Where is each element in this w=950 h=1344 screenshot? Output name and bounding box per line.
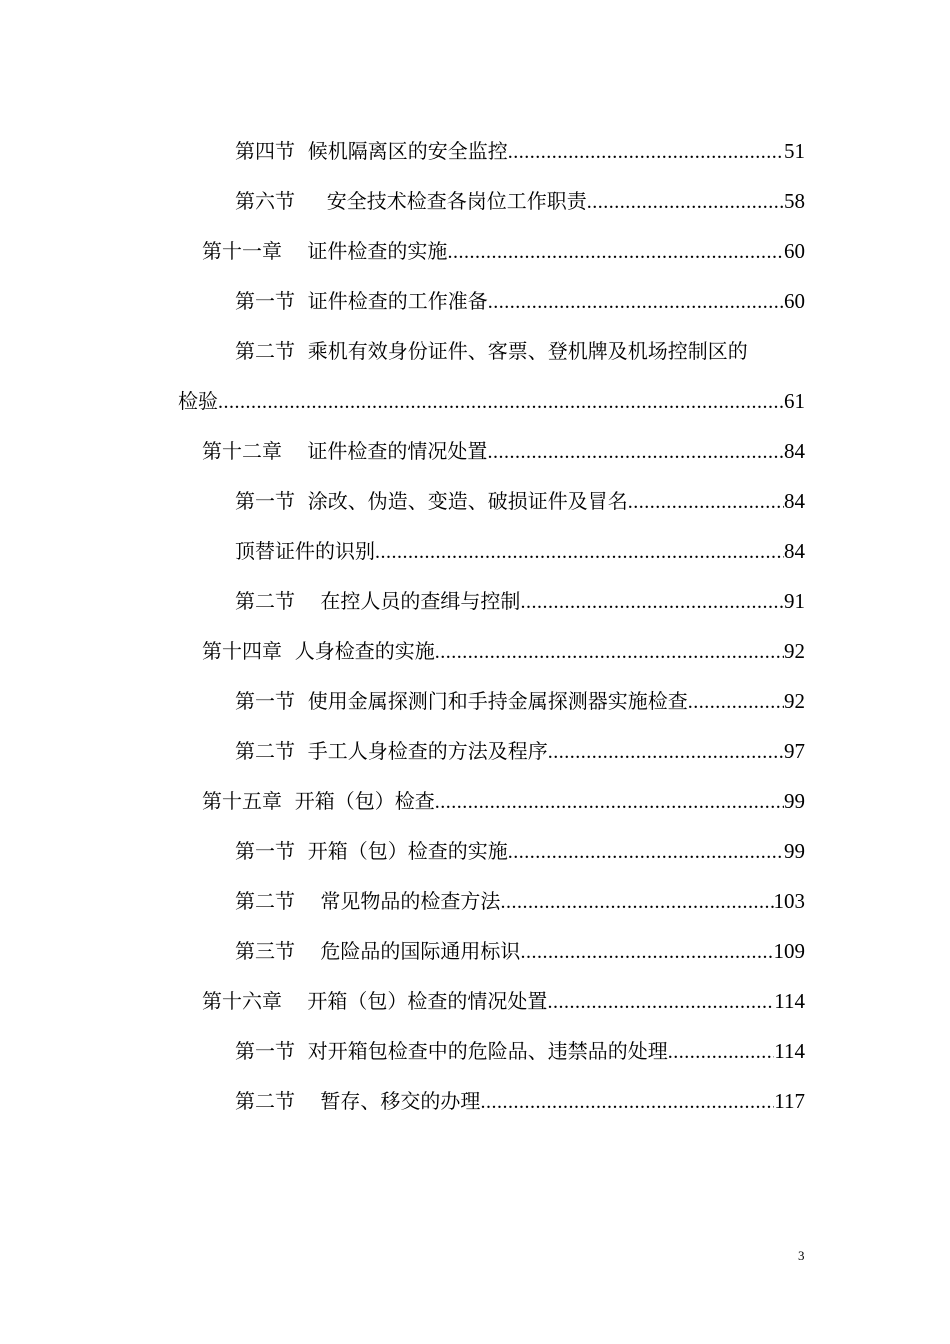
toc-entry bbox=[0, 381, 950, 421]
toc-entry-label: 第二节 暂存、移交的办理 bbox=[235, 1081, 480, 1121]
toc-entry bbox=[0, 631, 950, 671]
toc-entry-label: 第二节 乘机有效身份证件、客票、登机牌及机场控制区的 bbox=[235, 339, 748, 363]
toc-leader-dots bbox=[488, 282, 784, 322]
toc-leader-dots bbox=[668, 1032, 775, 1072]
toc-entry-label: 第十五章 开箱（包）检查 bbox=[202, 781, 435, 821]
toc-entry-page: 92 bbox=[784, 639, 805, 663]
toc-entry bbox=[0, 281, 950, 321]
toc-entry-page: 117 bbox=[774, 1089, 805, 1113]
toc-leader-dots bbox=[218, 382, 784, 422]
toc-leader-dots bbox=[435, 782, 784, 822]
toc-entry bbox=[0, 231, 950, 271]
toc-entry-page: 60 bbox=[784, 239, 805, 263]
toc-entry-page: 114 bbox=[774, 1039, 805, 1063]
toc-entry-page: 51 bbox=[784, 139, 805, 163]
toc-leader-dots bbox=[520, 582, 784, 622]
page-number: 3 bbox=[798, 1248, 805, 1263]
toc-leader-dots bbox=[447, 232, 784, 272]
toc-leader-dots bbox=[520, 932, 773, 972]
toc-entry-label: 第六节 安全技术检查各岗位工作职责 bbox=[235, 181, 587, 221]
toc-entry bbox=[0, 881, 950, 921]
toc-entry bbox=[0, 581, 950, 621]
toc-leader-dots bbox=[508, 832, 784, 872]
toc-entry-label: 第十六章 开箱（包）检查的情况处置 bbox=[202, 981, 547, 1021]
toc-leader-dots bbox=[375, 532, 784, 572]
toc-entry-page: 99 bbox=[784, 839, 805, 863]
toc-entry bbox=[0, 831, 950, 871]
toc-entry-label: 第二节 在控人员的查缉与控制 bbox=[235, 581, 520, 621]
toc-entry-label: 第三节 危险品的国际通用标识 bbox=[235, 931, 520, 971]
toc-entry-page: 91 bbox=[784, 589, 805, 613]
toc-entry-page: 109 bbox=[773, 939, 805, 963]
toc-leader-dots bbox=[628, 482, 784, 522]
toc-leader-dots bbox=[480, 1082, 774, 1122]
toc-entry bbox=[0, 481, 950, 521]
toc-entry bbox=[0, 981, 950, 1021]
toc-entry-label: 第十四章 人身检查的实施 bbox=[202, 631, 435, 671]
toc-entry-label: 第一节 对开箱包检查中的危险品、违禁品的处理 bbox=[235, 1031, 668, 1071]
toc-entry-label: 第一节 涂改、伪造、变造、破损证件及冒名 bbox=[235, 481, 628, 521]
toc-entry-label: 第一节 使用金属探测门和手持金属探测器实施检查 bbox=[235, 681, 688, 721]
toc-entry-label: 检验 bbox=[178, 381, 218, 421]
toc-entry-label: 第二节 手工人身检查的方法及程序 bbox=[235, 731, 548, 771]
toc-entry-page: 61 bbox=[784, 389, 805, 413]
toc-entry-page: 60 bbox=[784, 289, 805, 313]
toc-entry bbox=[0, 781, 950, 821]
toc-entry-page: 84 bbox=[784, 489, 805, 513]
toc-entry-label: 第十二章 证件检查的情况处置 bbox=[202, 431, 487, 471]
toc-entry-label: 第一节 开箱（包）检查的实施 bbox=[235, 831, 508, 871]
toc-entry-page: 103 bbox=[773, 889, 805, 913]
toc-leader-dots bbox=[548, 732, 784, 772]
toc-leader-dots bbox=[487, 432, 784, 472]
toc-leader-dots bbox=[688, 682, 784, 722]
toc-entry-page: 99 bbox=[784, 789, 805, 813]
toc-entry-page: 84 bbox=[784, 439, 805, 463]
toc-entry bbox=[0, 131, 950, 171]
toc-entry bbox=[0, 731, 950, 771]
toc-entry-label: 第十一章 证件检查的实施 bbox=[202, 231, 447, 271]
toc-entry-label: 第四节 候机隔离区的安全监控 bbox=[235, 131, 508, 171]
toc-leader-dots bbox=[508, 132, 784, 172]
toc-entry-page: 58 bbox=[784, 189, 805, 213]
toc-leader-dots bbox=[587, 182, 784, 222]
toc-leader-dots bbox=[435, 632, 784, 672]
toc-entry bbox=[0, 681, 950, 721]
toc-leader-dots bbox=[500, 882, 773, 922]
toc-entry-page: 97 bbox=[784, 739, 805, 763]
toc-entry-label: 第二节 常见物品的检查方法 bbox=[235, 881, 500, 921]
toc-entry-page: 114 bbox=[774, 989, 805, 1013]
toc-entry-label: 顶替证件的识别 bbox=[235, 531, 375, 571]
toc-entry-page: 84 bbox=[784, 539, 805, 563]
toc-entry bbox=[0, 181, 950, 221]
toc-entry bbox=[0, 431, 950, 471]
toc-entry-wrapped-start bbox=[0, 331, 950, 371]
toc-entry-page: 92 bbox=[784, 689, 805, 713]
toc-entry bbox=[0, 531, 950, 571]
toc-entry bbox=[0, 1081, 950, 1121]
toc-entry-label: 第一节 证件检查的工作准备 bbox=[235, 281, 488, 321]
toc-entry bbox=[0, 1031, 950, 1071]
toc-leader-dots bbox=[547, 982, 774, 1022]
toc-entry bbox=[0, 931, 950, 971]
